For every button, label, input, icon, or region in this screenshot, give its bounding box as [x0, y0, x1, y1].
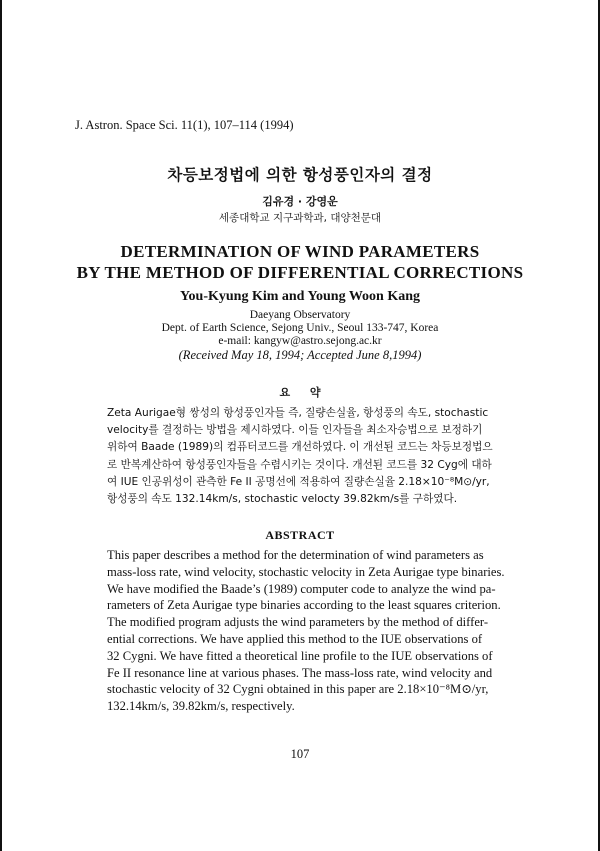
korean-abstract-line: 위하여 Baade (1989)의 컴퓨터코드를 개선하였다. 이 개선된 코드는 차등보정법으 [107, 441, 493, 454]
english-abstract-line: This paper describes a method for the determination of wind parameters as [107, 548, 484, 562]
english-abstract-line: ential corrections. We have applied this method to the IUE observations of [107, 631, 483, 646]
korean-abstract-line: 로 반복계산하여 항성풍인자들을 수렴시키는 것이다. 개선된 코드를 32 Cyg에 대하 [107, 458, 492, 471]
email: e-mail: kangyw@astro.sejong.ac.kr [218, 335, 382, 347]
english-abstract-line: Fe II resonance line at various phases. The mass-loss rate, wind velocity and [107, 665, 493, 680]
english-abstract-heading: ABSTRACT [265, 528, 335, 542]
english-abstract-line: We have modified the Baade’s (1989) computer code to analyze the wind pa- [107, 581, 496, 596]
received-accepted-dates: (Received May 18, 1994; Accepted June 8,1994) [178, 348, 422, 362]
korean-abstract-line: velocity를 결정하는 방법을 제시하였다. 이들 인자들을 최소자승법으로 보정하기 [107, 424, 483, 437]
english-title [0, 241, 600, 283]
english-title-line: DETERMINATION OF WIND PARAMETERS [120, 242, 480, 261]
page-number: 107 [290, 747, 310, 761]
korean-abstract-line: Zeta Aurigae형 쌍성의 항성풍인자들 즉, 질량손실율, 항성풍의 속도, stochastic [107, 407, 489, 419]
english-abstract-line: stochastic velocity of 32 Cygni obtained in this paper are 2.18×10⁻⁸M⊙/yr, [107, 682, 489, 697]
english-abstract-line: 32 Cygni. We have fitted a theoretical line profile to the IUE observations of [107, 648, 493, 663]
korean-authors: 김유경 · 강영운 [262, 195, 338, 208]
english-abstract-line: mass-loss rate, wind velocity, stochastic velocity in Zeta Aurigae type binaries. [107, 564, 505, 579]
department: Dept. of Earth Science, Sejong Univ., Seoul 133-747, Korea [161, 322, 439, 334]
english-abstract [107, 547, 505, 715]
korean-affiliation: 세종대학교 지구과학과, 대양천문대 [218, 212, 382, 224]
korean-title: 차등보정법에 의한 항성풍인자의 결정 [167, 166, 433, 184]
english-abstract-line: The modified program adjusts the wind parameters by the method of differ- [107, 615, 489, 630]
english-title-line: BY THE METHOD OF DIFFERENTIAL CORRECTIONS [76, 263, 524, 282]
korean-abstract-line: 여 IUE 인공위성이 관측한 Fe II 공명선에 적용하여 질량손실율 2.18×10⁻⁸M⊙/yr, [107, 475, 490, 488]
korean-abstract-line: 항성풍의 속도 132.14km/s, stochastic velocty 39.82km/s를 구하였다. [107, 493, 458, 506]
korean-abstract-heading: 요 약 [279, 386, 321, 399]
english-abstract-line: rameters of Zeta Aurigae type binaries according to the least squares criterion. [107, 598, 501, 613]
observatory: Daeyang Observatory [249, 309, 351, 321]
journal-citation: J. Astron. Space Sci. 11(1), 107–114 (1994) [75, 118, 294, 132]
english-authors: You-Kyung Kim and Young Woon Kang [179, 289, 421, 304]
korean-abstract [107, 405, 495, 508]
english-abstract-line: 132.14km/s, 39.82km/s, respectively. [107, 699, 295, 714]
